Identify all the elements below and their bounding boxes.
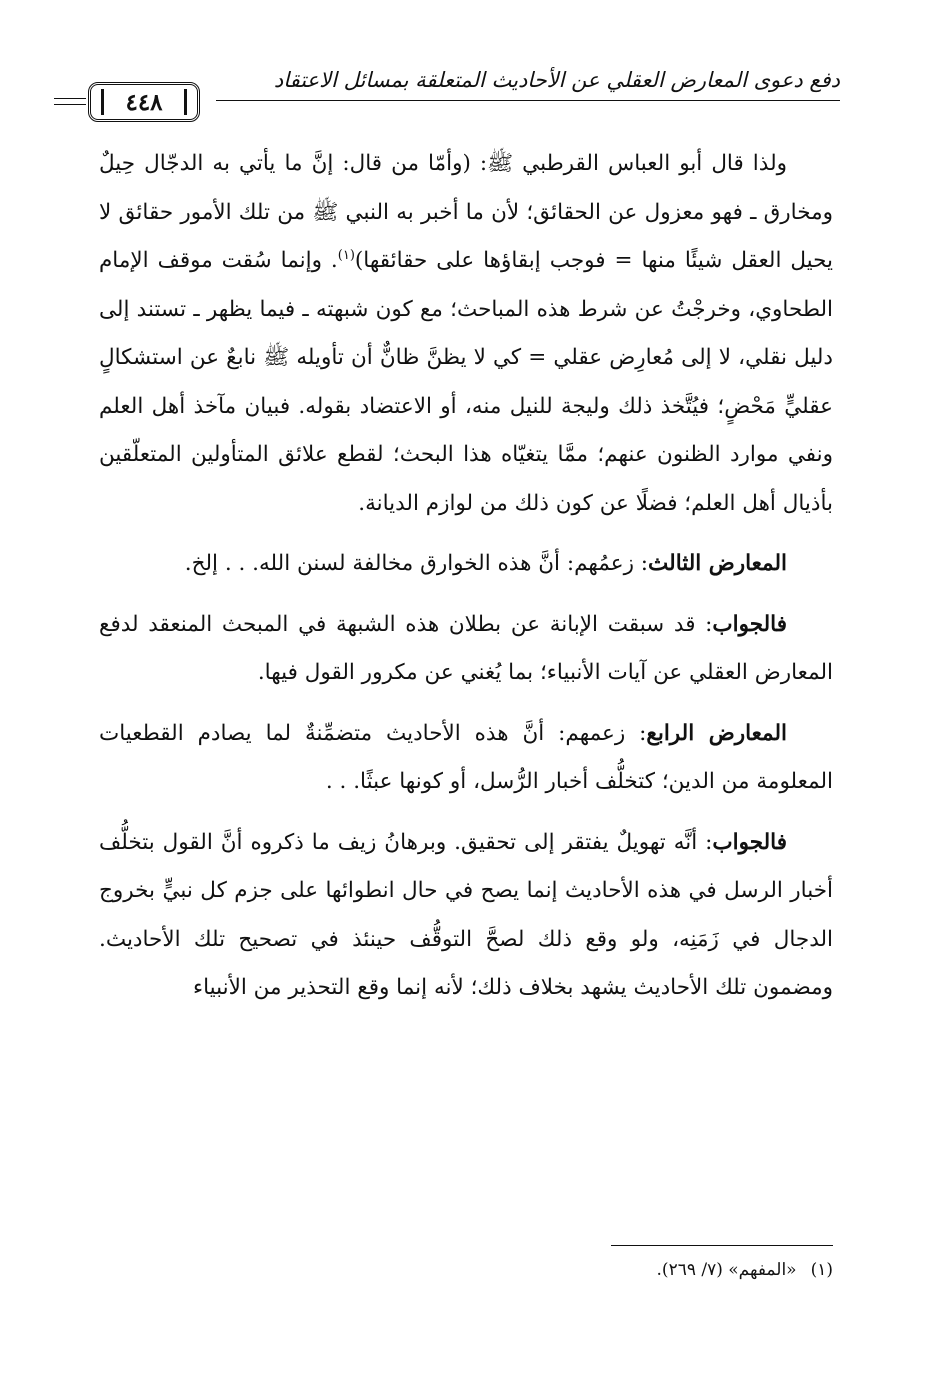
paragraph-text-continued: . وإنما سُقت موقف الإمام الطحاوي، وخرجْتُ عن شرط هذه المباحث؛ مع كون شبهته ـ فيما يظهر ـ تستند إلى دليل نقلي، لا إلى مُعارِض عقلي = كي لا يظنَّ ظانٌّ أن تأويله ﷺ نابعٌ عن استشكالٍ عقليٍّ مَحْضٍ؛ فيُتَّخذ ذلك وليجة للنيل منه، أو الاعتضاد بقوله. فبيان مآخذ أهل العلم ونفي موارد الظنون عنهم؛ ممَّا يتغيّاه هذا البحث؛ لقطع علائق المتأولين المتعلّقين بأذيال أهل العلم؛ فضلًا عن كون ذلك من لوازم الديانة.	[99, 248, 833, 516]
footnote-number: (١)	[810, 1260, 833, 1280]
running-header	[88, 62, 840, 134]
paragraph	[99, 710, 833, 807]
running-title: دفع دعوى المعارض العقلي عن الأحاديث المتعلقة بمسائل الاعتقاد	[273, 68, 840, 92]
page-number-frame	[88, 82, 200, 122]
paragraph-text: : قد سبقت الإبانة عن بطلان هذه الشبهة في المبحث المنعقد لدفع المعارض العقلي عن آيات الأنبياء؛ بما يُغني عن مكرور القول فيها.	[99, 611, 833, 685]
main-text	[99, 140, 833, 1013]
paragraph-label: فالجواب	[712, 611, 787, 637]
paragraph-text: : أنَّه تهويلٌ يفتقر إلى تحقيق. وبرهانُ زيف ما ذكروه أنَّ القول بتخلُّف أخبار الرسل في هذه الأحاديث إنما يصح في حال انطوائها على جزم كل نبيٍّ بخروج الدجال في زَمَنِه، ولو وقع ذلك لصحَّ التوقُّف حينئذ في تصحيح تلك الأحاديث. ومضمون تلك الأحاديث يشهد بخلاف ذلك؛ لأنه إنما وقع التحذير من الأنبياء	[99, 829, 833, 1000]
paragraph-text: : زعمُهم: أنَّ هذه الخوارق مخالفة لسنن الله. . . إلخ.	[184, 551, 649, 576]
footnote	[657, 1256, 833, 1284]
footnote-divider	[611, 1245, 833, 1246]
paragraph	[99, 540, 833, 589]
header-divider	[216, 100, 840, 101]
paragraph-label: المعارض الرابع	[646, 720, 788, 746]
paragraph-text: : زعمهم: أنَّ هذه الأحاديث متضمِّنةٌ لما يصادم القطعيات المعلومة من الدين؛ كتخلُّف أخبار الرُّسل، أو كونها عبثًا. . .	[99, 720, 833, 794]
paragraph-label: فالجواب	[712, 829, 787, 855]
paragraph	[99, 819, 833, 1013]
footnote-reference: (١)	[337, 247, 355, 263]
paragraph	[99, 140, 833, 528]
paragraph	[99, 601, 833, 698]
paragraph-text: ولذا قال أبو العباس القرطبي ﷺ: (وأمّا من قال: إنَّ ما يأتي به الدجّال حِيلٌ ومخارق ـ فهو معزول عن الحقائق؛ لأن ما أخبر به النبي ﷺ من تلك الأمور حقائق لا يحيل العقل شيئًا منها = فوجب إبقاؤها على حقائقها)	[99, 151, 834, 273]
footnote-text: «المفهم» (٧/ ٢٦٩).	[656, 1260, 797, 1280]
header-ornament-line	[54, 98, 86, 99]
page-number: ٤٤٨	[125, 88, 163, 116]
paragraph-label: المعارض الثالث	[648, 551, 787, 576]
header-ornament-line	[54, 104, 86, 105]
